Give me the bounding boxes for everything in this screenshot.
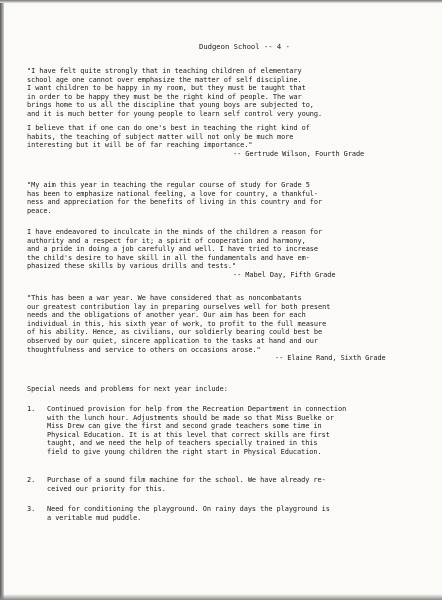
quote-gertrude-para2	[27, 124, 431, 158]
text-line: Miss Drew can give the first and second grade teachers some time in	[47, 422, 322, 431]
quote-elaine-para1	[27, 294, 431, 363]
need-number: 1.	[27, 405, 36, 413]
signature-mabel: -- Mabel Day, Fifth Grade	[233, 270, 336, 279]
text-line: Continued provision for help from the Recreation Department in connection	[47, 405, 347, 413]
text-line: "My aim this year in teaching the regular course of study for Grade 5	[27, 181, 310, 189]
text-line: habits, the teaching of subject matter will not only be much more	[27, 132, 294, 141]
text-line: Purchase of a sound film machine for the school. We have already re-	[47, 476, 326, 484]
text-line: brings home to us all the discipline that young boys are subjected to,	[27, 101, 314, 110]
text-line: I believe that if one can do one's best in teaching the right kind of	[27, 124, 310, 132]
text-line: Physical Education. It is at this level that correct skills are first	[47, 430, 330, 439]
text-line: needs and the obligations of another year. Our aim has been for each	[27, 311, 306, 320]
text-line: our greatest contribution lay in preparing ourselves well for both present	[27, 302, 331, 311]
page-header: Dudgeon School -- 4 -	[199, 42, 290, 51]
text-line: a veritable mud puddle.	[47, 513, 142, 522]
text-line: peace.	[27, 206, 52, 215]
need-text	[47, 476, 437, 493]
text-line: field to give young children the right start in Physical Education.	[47, 447, 322, 456]
text-line: Need for conditioning the playground. On rainy days the playground is	[47, 505, 330, 513]
scan-edge-bottom	[0, 594, 442, 600]
quote-gertrude-para1	[27, 67, 431, 119]
text-line: of his ability. Hence, as civilians, our soldierly bearing could best be	[27, 328, 323, 337]
text-line: has been to emphasize national feeling, a love for country, a thankful-	[27, 189, 318, 198]
need-number: 2.	[27, 476, 36, 484]
needs-intro-text: Special needs and problems for next year include:	[27, 385, 228, 393]
text-line: taught, and we need the help of teachers specially trained in this	[47, 439, 318, 448]
signature-elaine: -- Elaine Rand, Sixth Grade	[275, 354, 386, 363]
scan-edge-left	[0, 0, 4, 600]
text-line: thoughtfulness and service to others on occasions arose."	[27, 345, 261, 354]
need-text	[47, 405, 437, 457]
text-line: interesting but it will be of far reaching importance."	[27, 141, 253, 150]
text-line: with the lunch hour. Adjustments should be made so that Miss Buelke or	[47, 413, 334, 422]
text-line: "This has been a war year. We have considered that as noncombatants	[27, 294, 302, 302]
text-line: ness and appreciation for the benefits of living in this country and for	[27, 198, 323, 207]
text-line: in order to be happy they must be the right kind of people. The war	[27, 92, 302, 101]
needs-intro	[27, 385, 431, 394]
text-line: phasized these skills by various drills and tests."	[27, 262, 237, 271]
text-line: ceived our priority for this.	[47, 484, 166, 493]
text-line: the child's desire to have skill in all the fundamentals and have em-	[27, 253, 310, 262]
text-line: authority and a respect for it; a spirit of cooperation and harmony,	[27, 236, 306, 245]
quote-mabel-para2	[27, 228, 431, 280]
text-line: and a pride in doing a job carefully and well. I have tried to increase	[27, 245, 318, 254]
text-line: "I have felt quite strongly that in teaching children of elementary	[27, 67, 302, 75]
text-line: I want children to be happy in my room, but they must be taught that	[27, 84, 306, 93]
text-line: observed by our quiet, sincere application to the tasks at hand and our	[27, 336, 318, 345]
quote-mabel-para1	[27, 181, 431, 215]
scan-edge-top	[0, 0, 442, 3]
text-line: individual in this, his sixth year of work, to profit to the full measure	[27, 319, 327, 328]
need-text	[47, 505, 437, 522]
text-line: school age one cannot over emphasize the matter of self discipline.	[27, 75, 302, 84]
text-line: and it is much better for young people to learn self control very young.	[27, 109, 323, 118]
signature-gertrude: -- Gertrude Wilson, Fourth Grade	[233, 149, 365, 158]
text-line: I have endeavored to inculcate in the minds of the children a reason for	[27, 228, 323, 236]
need-number: 3.	[27, 505, 36, 513]
